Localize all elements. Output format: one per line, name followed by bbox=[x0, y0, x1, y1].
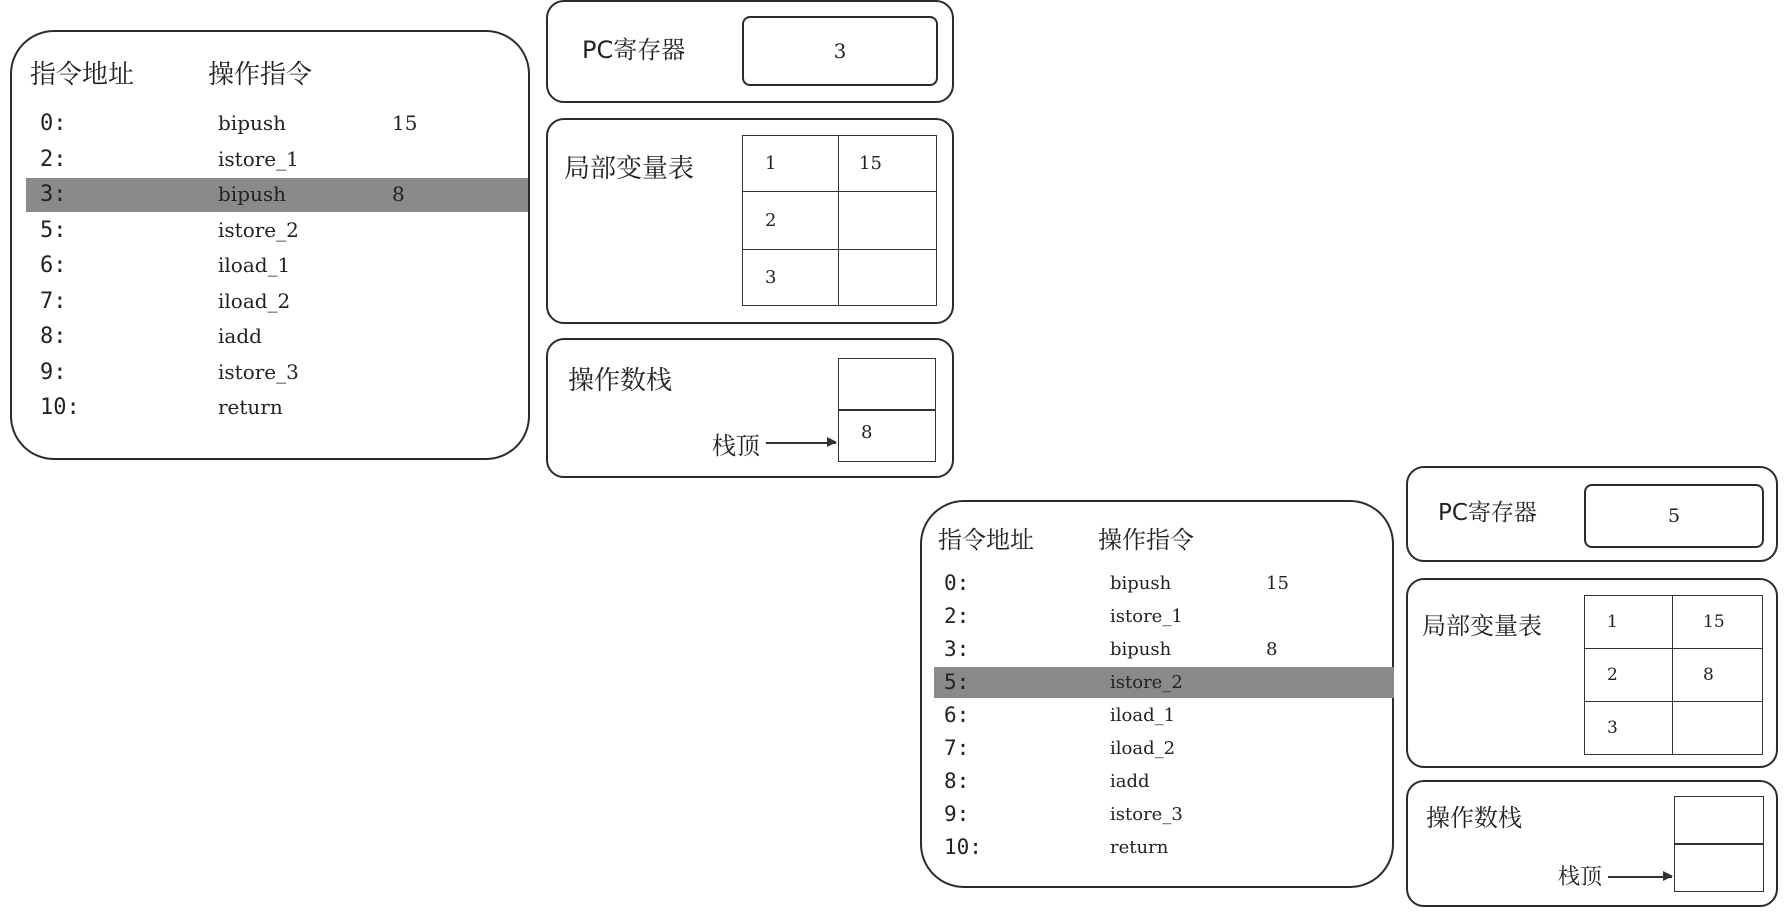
instruction-opcode: iload_2 bbox=[1110, 738, 1176, 759]
pc-register-value: 5 bbox=[1584, 484, 1764, 548]
operand-stack bbox=[1674, 796, 1764, 892]
instruction-operand: 8 bbox=[392, 182, 405, 206]
instruction-row bbox=[934, 601, 1394, 632]
instruction-opcode: iload_1 bbox=[1110, 705, 1176, 726]
instruction-address: 8: bbox=[40, 324, 67, 349]
local-value: 15 bbox=[839, 136, 937, 192]
local-variable-row bbox=[1585, 596, 1763, 649]
instruction-opcode: bipush bbox=[218, 111, 287, 135]
program-box-2 bbox=[920, 500, 1394, 888]
instruction-list bbox=[934, 568, 1394, 878]
instruction-address: 0: bbox=[40, 111, 67, 136]
local-value bbox=[839, 192, 937, 250]
header-operation: 操作指令 bbox=[1098, 526, 1194, 554]
instruction-row bbox=[26, 391, 528, 425]
instruction-operand: 15 bbox=[392, 111, 418, 135]
instruction-row bbox=[934, 568, 1394, 599]
instruction-address: 3: bbox=[944, 637, 970, 661]
local-index: 2 bbox=[1585, 649, 1673, 702]
instruction-row-current bbox=[934, 667, 1394, 698]
instruction-address: 5: bbox=[944, 670, 970, 694]
instruction-address: 10: bbox=[40, 395, 80, 420]
local-value bbox=[839, 250, 937, 306]
local-variable-row bbox=[1585, 702, 1763, 755]
instruction-row bbox=[934, 832, 1394, 863]
local-variable-table bbox=[1584, 595, 1763, 755]
instruction-opcode: istore_2 bbox=[218, 217, 299, 242]
instruction-address: 7: bbox=[944, 736, 970, 760]
instruction-address: 3: bbox=[40, 182, 67, 207]
pc-register-label: PC寄存器 bbox=[1438, 500, 1537, 526]
instruction-address: 6: bbox=[40, 253, 67, 278]
instruction-address: 8: bbox=[944, 769, 970, 793]
local-variable-table-label: 局部变量表 bbox=[564, 154, 695, 184]
operand-stack-label: 操作数栈 bbox=[568, 366, 673, 396]
stack-slot bbox=[1674, 843, 1764, 892]
header-instruction-address: 指令地址 bbox=[938, 526, 1034, 554]
local-variable-table-box-2 bbox=[1406, 578, 1778, 768]
stack-top-label: 栈顶 bbox=[712, 432, 760, 460]
instruction-row bbox=[934, 766, 1394, 797]
pc-register-label: PC寄存器 bbox=[582, 36, 686, 64]
stack-slot: 8 bbox=[838, 409, 936, 462]
stack-top-label: 栈顶 bbox=[1558, 865, 1603, 890]
instruction-row bbox=[934, 700, 1394, 731]
local-variable-row bbox=[743, 192, 937, 250]
local-variable-table-label: 局部变量表 bbox=[1422, 612, 1542, 640]
instruction-operand: 8 bbox=[1266, 639, 1278, 660]
instruction-operand: 15 bbox=[1266, 573, 1289, 594]
instruction-row bbox=[26, 143, 528, 177]
instruction-address: 5: bbox=[40, 217, 67, 243]
stack-top-arrow bbox=[1608, 876, 1672, 878]
instruction-row bbox=[934, 799, 1394, 830]
local-value: 15 bbox=[1673, 596, 1763, 649]
local-variable-table-box-1 bbox=[546, 118, 954, 324]
instruction-row bbox=[26, 356, 528, 390]
instruction-opcode: bipush bbox=[1110, 639, 1172, 660]
local-index: 3 bbox=[1585, 702, 1673, 755]
instruction-address: 7: bbox=[40, 288, 67, 314]
instruction-opcode: return bbox=[218, 395, 283, 419]
instruction-opcode: istore_2 bbox=[1110, 672, 1183, 693]
pc-register-box-1 bbox=[546, 0, 954, 103]
instruction-address: 9: bbox=[944, 802, 970, 826]
local-value: 8 bbox=[1673, 649, 1763, 702]
instruction-address: 9: bbox=[40, 359, 67, 385]
instruction-opcode: iload_1 bbox=[218, 253, 291, 277]
local-variable-row bbox=[1585, 649, 1763, 702]
instruction-opcode: iadd bbox=[1110, 771, 1150, 792]
local-variable-row bbox=[743, 136, 937, 192]
operand-stack-box-1 bbox=[546, 338, 954, 478]
pc-register-value: 3 bbox=[742, 16, 938, 86]
instruction-address: 2: bbox=[40, 146, 67, 172]
instruction-row bbox=[26, 249, 528, 283]
pc-register-box-2 bbox=[1406, 466, 1778, 562]
instruction-opcode: istore_3 bbox=[1110, 804, 1183, 825]
local-index: 1 bbox=[1585, 596, 1673, 649]
instruction-row bbox=[26, 214, 528, 248]
header-operation: 操作指令 bbox=[208, 60, 313, 90]
local-index: 3 bbox=[743, 250, 839, 306]
operand-stack bbox=[838, 358, 936, 462]
local-index: 1 bbox=[743, 136, 839, 192]
instruction-row bbox=[934, 634, 1394, 665]
instruction-address: 10: bbox=[944, 835, 982, 859]
local-variable-row bbox=[743, 250, 937, 306]
instruction-address: 6: bbox=[944, 703, 970, 727]
instruction-list bbox=[26, 107, 528, 447]
operand-stack-label: 操作数栈 bbox=[1426, 804, 1522, 832]
local-variable-table bbox=[742, 135, 937, 306]
instruction-address: 0: bbox=[944, 571, 970, 595]
instruction-opcode: iadd bbox=[218, 324, 262, 348]
local-index: 2 bbox=[743, 192, 839, 250]
instruction-row bbox=[26, 107, 528, 141]
instruction-row bbox=[26, 285, 528, 319]
instruction-row-current bbox=[26, 178, 528, 212]
stack-slot bbox=[1674, 796, 1764, 845]
instruction-opcode: bipush bbox=[1110, 573, 1172, 594]
instruction-opcode: return bbox=[1110, 837, 1169, 858]
header-instruction-address: 指令地址 bbox=[30, 60, 135, 90]
operand-stack-box-2 bbox=[1406, 780, 1778, 907]
stack-slot bbox=[838, 358, 936, 411]
instruction-opcode: istore_1 bbox=[1110, 606, 1183, 627]
instruction-opcode: bipush bbox=[218, 182, 287, 206]
program-box-1 bbox=[10, 30, 530, 460]
instruction-address: 2: bbox=[944, 604, 970, 628]
instruction-opcode: iload_2 bbox=[218, 288, 291, 313]
instruction-row bbox=[934, 733, 1394, 764]
instruction-opcode: istore_3 bbox=[218, 359, 299, 384]
local-value bbox=[1673, 702, 1763, 755]
stack-top-arrow bbox=[766, 442, 836, 444]
instruction-row bbox=[26, 320, 528, 354]
instruction-opcode: istore_1 bbox=[218, 146, 299, 171]
